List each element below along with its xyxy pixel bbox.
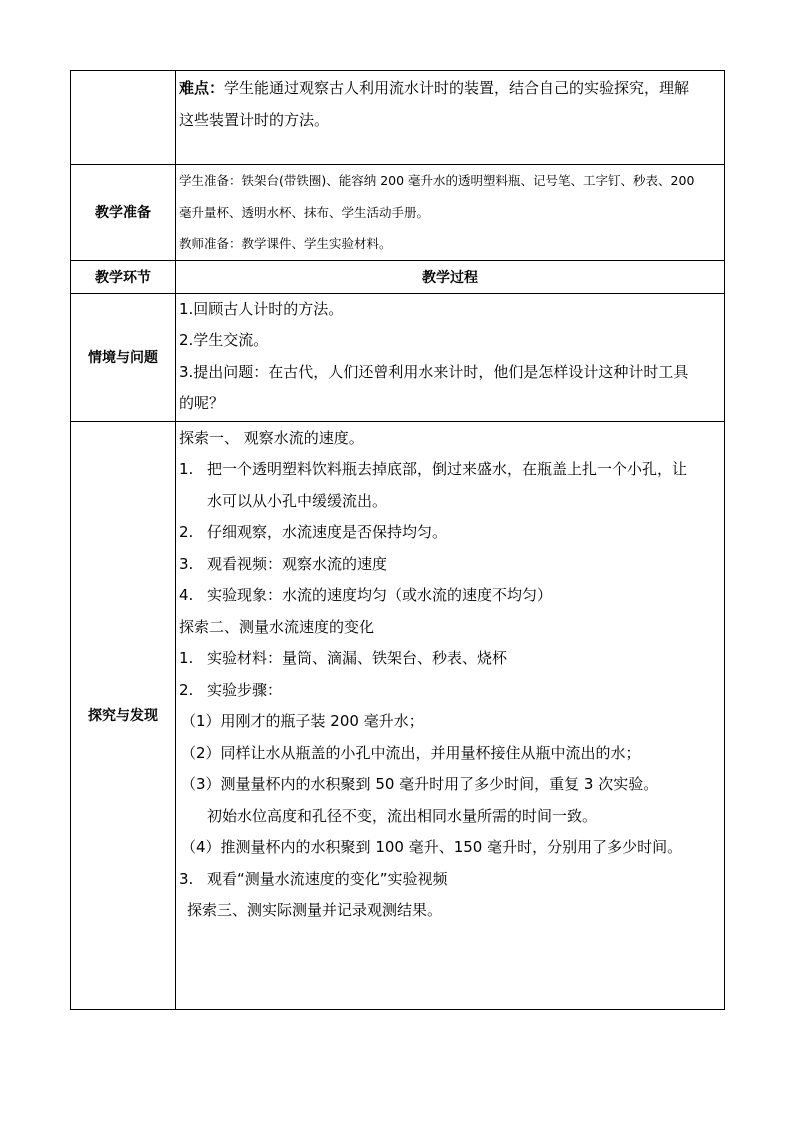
explore-two-item: 2. 实验步骤： xyxy=(179,680,283,699)
situation-item: 2.学生交流。 xyxy=(179,331,269,349)
situation-cell xyxy=(176,293,725,421)
difficulty-text-1: 学生能通过观察古人利用流水计时的装置，结合自己的实验探究，理解 xyxy=(224,79,690,97)
difficulty-row xyxy=(71,71,725,165)
situation-item: 1.回顾古人计时的方法。 xyxy=(179,299,344,318)
difficulty-left-cell xyxy=(71,71,176,165)
preparation-header: 教学准备 xyxy=(71,165,176,261)
exploration-cell xyxy=(176,421,725,1009)
lesson-plan-table xyxy=(70,70,725,1010)
preparation-row xyxy=(71,165,725,261)
situation-item: 的呢？ xyxy=(179,394,225,412)
situation-row xyxy=(71,293,725,421)
section-header-row xyxy=(71,260,725,293)
explore-one-title: 探索一、 观察水流的速度。 xyxy=(179,428,364,447)
experiment-step: （2）同样让水从瓶盖的小孔中流出，并用量杯接住从瓶中流出的水； xyxy=(181,743,641,762)
explore-one-item: 水可以从小孔中缓缓流出。 xyxy=(207,491,388,510)
experiment-step-note: 初始水位高度和孔径不变，流出相同水量所需的时间一致。 xyxy=(207,806,598,825)
experiment-step: （4）推测量杯内的水积聚到 100 毫升、150 毫升时，分别用了多少时间。 xyxy=(181,838,683,856)
explore-two-item: 1. 实验材料：量筒、滴漏、铁架台、秒表、烧杯 xyxy=(179,649,508,667)
explore-one-item: 1. 把一个透明塑料饮料瓶去掉底部，倒过来盛水，在瓶盖上扎一个小孔，让 xyxy=(179,460,688,478)
situation-header: 情境与问题 xyxy=(71,293,176,421)
student-preparation-1: 学生准备：铁架台(带铁圈)、能容纳 200 毫升水的透明塑料瓶、记号笔、工字钉、秒表、200 xyxy=(179,173,695,188)
stage-column-header: 教学环节 xyxy=(71,260,176,293)
explore-two-video-item: 3. 观看“测量水流速度的变化”实验视频 xyxy=(179,869,448,888)
teacher-preparation: 教师准备：教学课件、学生实验材料。 xyxy=(179,236,392,251)
explore-one-item: 4. 实验现象：水流的速度均匀（或水流的速度不均匀） xyxy=(179,586,553,604)
explore-one-item: 3. 观看视频：观察水流的速度 xyxy=(179,554,388,573)
process-column-header: 教学过程 xyxy=(176,260,725,293)
explore-two-title: 探索二、测量水流速度的变化 xyxy=(179,617,375,636)
experiment-step: （3）测量量杯内的水积聚到 50 毫升时用了多少时间，重复 3 次实验。 xyxy=(181,775,659,793)
explore-three-title: 探索三、测实际测量并记录观测结果。 xyxy=(187,901,443,919)
explore-one-item: 2. 仔细观察，水流速度是否保持均匀。 xyxy=(179,523,448,541)
experiment-step: （1）用刚才的瓶子装 200 毫升水； xyxy=(181,712,424,730)
student-preparation-2: 毫升量杯、透明水杯、抹布、学生活动手册。 xyxy=(179,204,430,220)
preparation-cell xyxy=(176,165,725,261)
exploration-row xyxy=(71,421,725,1009)
difficulty-label: 难点： xyxy=(179,79,225,97)
situation-item: 3.提出问题：在古代，人们还曾利用水来计时，他们是怎样设计这种计时工具 xyxy=(179,362,689,381)
difficulty-text-2: 这些装置计时的方法。 xyxy=(179,110,330,129)
exploration-header: 探究与发现 xyxy=(71,421,176,1009)
difficulty-cell xyxy=(176,71,725,165)
